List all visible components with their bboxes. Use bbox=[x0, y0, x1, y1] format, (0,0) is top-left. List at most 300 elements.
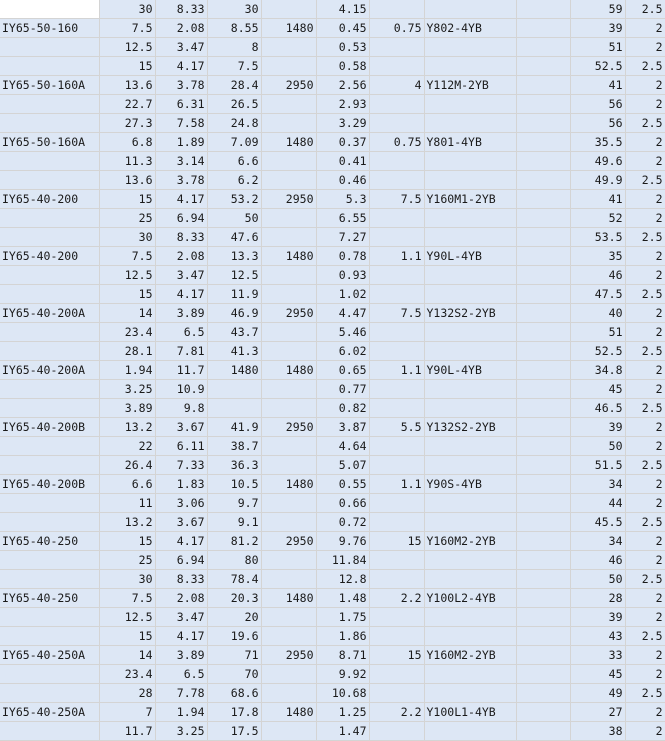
table-cell[interactable]: 41 bbox=[570, 76, 625, 95]
table-cell[interactable]: 25 bbox=[99, 209, 155, 228]
table-cell[interactable] bbox=[261, 551, 316, 570]
table-cell[interactable]: 5.46 bbox=[316, 323, 369, 342]
table-cell[interactable] bbox=[516, 285, 570, 304]
table-cell[interactable]: 5.07 bbox=[316, 456, 369, 475]
table-cell[interactable]: 2.93 bbox=[316, 95, 369, 114]
table-cell[interactable]: 1.1 bbox=[369, 361, 424, 380]
table-cell[interactable] bbox=[516, 627, 570, 646]
table-cell[interactable]: IY65-40-200A bbox=[0, 361, 99, 380]
table-cell[interactable]: 2.5 bbox=[625, 285, 665, 304]
table-cell[interactable]: Y100L1-4YB bbox=[424, 703, 516, 722]
table-cell[interactable]: 2 bbox=[625, 703, 665, 722]
table-cell[interactable] bbox=[424, 380, 516, 399]
table-cell[interactable] bbox=[369, 342, 424, 361]
table-cell[interactable] bbox=[516, 57, 570, 76]
table-cell[interactable]: Y160M2-2YB bbox=[424, 532, 516, 551]
table-cell[interactable] bbox=[516, 532, 570, 551]
table-cell[interactable] bbox=[516, 665, 570, 684]
table-cell[interactable]: 7.09 bbox=[207, 133, 261, 152]
table-cell[interactable] bbox=[369, 494, 424, 513]
table-cell[interactable]: 3.47 bbox=[155, 608, 207, 627]
table-cell[interactable]: 2 bbox=[625, 494, 665, 513]
table-cell[interactable] bbox=[0, 722, 99, 741]
table-cell[interactable]: 15 bbox=[99, 627, 155, 646]
table-cell[interactable]: 45 bbox=[570, 380, 625, 399]
table-cell[interactable]: 53.5 bbox=[570, 228, 625, 247]
table-cell[interactable] bbox=[0, 38, 99, 57]
table-cell[interactable]: 2 bbox=[625, 190, 665, 209]
table-cell[interactable]: 53.2 bbox=[207, 190, 261, 209]
table-cell[interactable]: 34 bbox=[570, 532, 625, 551]
table-cell[interactable]: 1.48 bbox=[316, 589, 369, 608]
table-cell[interactable]: 20.3 bbox=[207, 589, 261, 608]
table-cell[interactable]: 0.65 bbox=[316, 361, 369, 380]
table-cell[interactable]: 35.5 bbox=[570, 133, 625, 152]
table-cell[interactable]: 10.68 bbox=[316, 684, 369, 703]
table-cell[interactable]: 1.86 bbox=[316, 627, 369, 646]
table-cell[interactable] bbox=[369, 152, 424, 171]
table-cell[interactable]: 1480 bbox=[261, 361, 316, 380]
table-cell[interactable]: 0.53 bbox=[316, 38, 369, 57]
table-cell[interactable]: 78.4 bbox=[207, 570, 261, 589]
table-cell[interactable] bbox=[424, 114, 516, 133]
table-cell[interactable]: 1480 bbox=[261, 247, 316, 266]
table-cell[interactable]: 2.5 bbox=[625, 0, 665, 19]
table-cell[interactable]: 46 bbox=[570, 551, 625, 570]
table-cell[interactable]: 5.3 bbox=[316, 190, 369, 209]
table-cell[interactable] bbox=[516, 418, 570, 437]
table-cell[interactable]: 4.17 bbox=[155, 627, 207, 646]
table-cell[interactable]: 11.7 bbox=[99, 722, 155, 741]
table-cell[interactable]: 8.71 bbox=[316, 646, 369, 665]
table-cell[interactable] bbox=[369, 0, 424, 19]
table-cell[interactable]: 2.5 bbox=[625, 57, 665, 76]
table-cell[interactable]: 2950 bbox=[261, 190, 316, 209]
table-cell[interactable] bbox=[424, 551, 516, 570]
table-cell[interactable]: 0.41 bbox=[316, 152, 369, 171]
table-cell[interactable] bbox=[261, 152, 316, 171]
table-cell[interactable] bbox=[0, 114, 99, 133]
table-cell[interactable]: 2 bbox=[625, 437, 665, 456]
table-cell[interactable] bbox=[516, 323, 570, 342]
table-cell[interactable] bbox=[0, 228, 99, 247]
table-cell[interactable]: 1480 bbox=[261, 475, 316, 494]
table-cell[interactable]: 4.15 bbox=[316, 0, 369, 19]
table-cell[interactable] bbox=[516, 342, 570, 361]
table-cell[interactable] bbox=[516, 646, 570, 665]
table-cell[interactable]: 2 bbox=[625, 532, 665, 551]
table-cell[interactable] bbox=[369, 684, 424, 703]
table-cell[interactable]: 40 bbox=[570, 304, 625, 323]
table-cell[interactable]: 7.27 bbox=[316, 228, 369, 247]
table-cell[interactable]: 7.58 bbox=[155, 114, 207, 133]
table-cell[interactable]: 4.64 bbox=[316, 437, 369, 456]
table-cell[interactable]: 3.87 bbox=[316, 418, 369, 437]
table-cell[interactable]: 9.92 bbox=[316, 665, 369, 684]
table-cell[interactable]: 50 bbox=[570, 437, 625, 456]
table-cell[interactable]: 15 bbox=[99, 57, 155, 76]
table-cell[interactable]: 56 bbox=[570, 114, 625, 133]
table-cell[interactable] bbox=[424, 209, 516, 228]
table-cell[interactable] bbox=[261, 209, 316, 228]
table-cell[interactable]: 9.1 bbox=[207, 513, 261, 532]
table-cell[interactable] bbox=[369, 437, 424, 456]
table-cell[interactable]: 25 bbox=[99, 551, 155, 570]
table-cell[interactable]: 2 bbox=[625, 646, 665, 665]
table-cell[interactable]: 0.37 bbox=[316, 133, 369, 152]
table-cell[interactable]: 2 bbox=[625, 323, 665, 342]
table-cell[interactable] bbox=[424, 437, 516, 456]
table-cell[interactable] bbox=[516, 190, 570, 209]
table-cell[interactable] bbox=[369, 608, 424, 627]
table-cell[interactable]: 26.5 bbox=[207, 95, 261, 114]
table-cell[interactable] bbox=[369, 171, 424, 190]
table-cell[interactable]: 0.55 bbox=[316, 475, 369, 494]
table-cell[interactable]: 49.6 bbox=[570, 152, 625, 171]
table-cell[interactable]: 2950 bbox=[261, 76, 316, 95]
table-cell[interactable]: Y132S2-2YB bbox=[424, 418, 516, 437]
table-cell[interactable]: 17.8 bbox=[207, 703, 261, 722]
table-cell[interactable]: 14 bbox=[99, 304, 155, 323]
table-cell[interactable]: Y112M-2YB bbox=[424, 76, 516, 95]
table-cell[interactable]: 6.94 bbox=[155, 551, 207, 570]
table-cell[interactable] bbox=[261, 57, 316, 76]
table-cell[interactable]: 10.5 bbox=[207, 475, 261, 494]
table-cell[interactable]: 2 bbox=[625, 19, 665, 38]
table-cell[interactable]: 6.5 bbox=[155, 665, 207, 684]
table-cell[interactable]: 4.17 bbox=[155, 57, 207, 76]
table-cell[interactable]: 2950 bbox=[261, 304, 316, 323]
table-cell[interactable] bbox=[0, 551, 99, 570]
table-cell[interactable]: 4.17 bbox=[155, 532, 207, 551]
table-cell[interactable] bbox=[0, 684, 99, 703]
table-cell[interactable]: IY65-50-160 bbox=[0, 19, 99, 38]
table-cell[interactable]: 6.55 bbox=[316, 209, 369, 228]
table-cell[interactable] bbox=[369, 665, 424, 684]
table-cell[interactable]: 51 bbox=[570, 38, 625, 57]
table-cell[interactable]: 2950 bbox=[261, 532, 316, 551]
table-cell[interactable]: 2.5 bbox=[625, 456, 665, 475]
table-cell[interactable]: IY65-50-160A bbox=[0, 76, 99, 95]
table-cell[interactable] bbox=[0, 57, 99, 76]
table-cell[interactable]: 1.1 bbox=[369, 247, 424, 266]
table-cell[interactable]: 50 bbox=[207, 209, 261, 228]
table-cell[interactable]: 1.94 bbox=[155, 703, 207, 722]
table-cell[interactable]: 13.2 bbox=[99, 418, 155, 437]
table-cell[interactable]: 0.58 bbox=[316, 57, 369, 76]
table-cell[interactable]: Y90L-4YB bbox=[424, 361, 516, 380]
table-cell[interactable] bbox=[369, 114, 424, 133]
table-cell[interactable]: 43.7 bbox=[207, 323, 261, 342]
table-cell[interactable] bbox=[0, 380, 99, 399]
table-cell[interactable] bbox=[424, 513, 516, 532]
table-cell[interactable]: 2950 bbox=[261, 646, 316, 665]
table-cell[interactable]: 3.29 bbox=[316, 114, 369, 133]
table-cell[interactable]: Y90L-4YB bbox=[424, 247, 516, 266]
table-cell[interactable]: 2.5 bbox=[625, 342, 665, 361]
table-cell[interactable]: Y802-4YB bbox=[424, 19, 516, 38]
table-cell[interactable] bbox=[516, 703, 570, 722]
table-cell[interactable]: IY65-40-250A bbox=[0, 703, 99, 722]
table-cell[interactable] bbox=[0, 0, 99, 19]
table-cell[interactable] bbox=[0, 323, 99, 342]
table-cell[interactable]: 59 bbox=[570, 0, 625, 19]
table-cell[interactable]: IY65-40-200A bbox=[0, 304, 99, 323]
table-cell[interactable] bbox=[424, 494, 516, 513]
table-cell[interactable]: 51 bbox=[570, 323, 625, 342]
table-cell[interactable] bbox=[369, 323, 424, 342]
table-cell[interactable]: 13.3 bbox=[207, 247, 261, 266]
table-cell[interactable]: 1.25 bbox=[316, 703, 369, 722]
table-cell[interactable]: 3.78 bbox=[155, 76, 207, 95]
table-cell[interactable]: 6.02 bbox=[316, 342, 369, 361]
table-cell[interactable]: 30 bbox=[207, 0, 261, 19]
table-cell[interactable] bbox=[0, 456, 99, 475]
table-cell[interactable] bbox=[424, 627, 516, 646]
table-cell[interactable]: 6.94 bbox=[155, 209, 207, 228]
table-cell[interactable] bbox=[516, 399, 570, 418]
table-cell[interactable]: 3.47 bbox=[155, 266, 207, 285]
table-cell[interactable]: 47.5 bbox=[570, 285, 625, 304]
table-cell[interactable]: 43 bbox=[570, 627, 625, 646]
table-cell[interactable]: 0.78 bbox=[316, 247, 369, 266]
table-cell[interactable]: 30 bbox=[99, 228, 155, 247]
table-cell[interactable]: IY65-40-250A bbox=[0, 646, 99, 665]
table-cell[interactable] bbox=[516, 437, 570, 456]
table-cell[interactable]: IY65-40-200 bbox=[0, 247, 99, 266]
table-cell[interactable] bbox=[0, 437, 99, 456]
table-cell[interactable]: 36.3 bbox=[207, 456, 261, 475]
table-cell[interactable]: 1480 bbox=[261, 133, 316, 152]
table-cell[interactable] bbox=[0, 627, 99, 646]
table-cell[interactable] bbox=[261, 399, 316, 418]
table-cell[interactable] bbox=[261, 0, 316, 19]
table-cell[interactable] bbox=[424, 152, 516, 171]
table-cell[interactable] bbox=[516, 19, 570, 38]
table-cell[interactable]: 81.2 bbox=[207, 532, 261, 551]
table-cell[interactable] bbox=[516, 209, 570, 228]
table-cell[interactable]: 17.5 bbox=[207, 722, 261, 741]
table-cell[interactable] bbox=[261, 627, 316, 646]
table-cell[interactable] bbox=[369, 57, 424, 76]
table-cell[interactable]: 2.2 bbox=[369, 589, 424, 608]
table-cell[interactable]: 12.8 bbox=[316, 570, 369, 589]
table-cell[interactable]: 34.8 bbox=[570, 361, 625, 380]
table-cell[interactable]: 2 bbox=[625, 361, 665, 380]
table-cell[interactable] bbox=[516, 247, 570, 266]
table-cell[interactable] bbox=[516, 551, 570, 570]
table-cell[interactable]: 3.67 bbox=[155, 513, 207, 532]
table-cell[interactable]: 28.4 bbox=[207, 76, 261, 95]
table-cell[interactable]: 30 bbox=[99, 0, 155, 19]
table-cell[interactable]: 2 bbox=[625, 95, 665, 114]
table-cell[interactable] bbox=[369, 95, 424, 114]
table-cell[interactable] bbox=[0, 494, 99, 513]
table-cell[interactable]: 23.4 bbox=[99, 665, 155, 684]
table-cell[interactable] bbox=[516, 361, 570, 380]
table-cell[interactable]: 7.5 bbox=[99, 247, 155, 266]
table-cell[interactable] bbox=[369, 380, 424, 399]
table-cell[interactable]: 34 bbox=[570, 475, 625, 494]
table-cell[interactable]: 4.47 bbox=[316, 304, 369, 323]
table-cell[interactable]: 0.72 bbox=[316, 513, 369, 532]
table-cell[interactable]: 6.5 bbox=[155, 323, 207, 342]
table-cell[interactable]: 9.7 bbox=[207, 494, 261, 513]
table-cell[interactable] bbox=[369, 513, 424, 532]
table-cell[interactable] bbox=[207, 380, 261, 399]
table-cell[interactable]: 1.89 bbox=[155, 133, 207, 152]
table-cell[interactable]: 3.14 bbox=[155, 152, 207, 171]
table-cell[interactable] bbox=[516, 570, 570, 589]
table-cell[interactable] bbox=[369, 399, 424, 418]
table-cell[interactable]: 2 bbox=[625, 589, 665, 608]
table-cell[interactable] bbox=[261, 665, 316, 684]
table-cell[interactable]: 2.5 bbox=[625, 513, 665, 532]
table-cell[interactable]: 3.47 bbox=[155, 38, 207, 57]
table-cell[interactable] bbox=[369, 570, 424, 589]
table-cell[interactable]: 6.8 bbox=[99, 133, 155, 152]
table-cell[interactable]: 0.45 bbox=[316, 19, 369, 38]
table-cell[interactable] bbox=[261, 228, 316, 247]
table-cell[interactable] bbox=[0, 608, 99, 627]
table-cell[interactable] bbox=[0, 342, 99, 361]
table-cell[interactable] bbox=[261, 342, 316, 361]
table-cell[interactable] bbox=[424, 722, 516, 741]
table-cell[interactable]: 1.83 bbox=[155, 475, 207, 494]
table-cell[interactable]: 39 bbox=[570, 19, 625, 38]
table-cell[interactable]: 11.3 bbox=[99, 152, 155, 171]
table-cell[interactable] bbox=[0, 209, 99, 228]
table-cell[interactable] bbox=[261, 114, 316, 133]
table-cell[interactable]: 9.8 bbox=[155, 399, 207, 418]
table-cell[interactable]: 35 bbox=[570, 247, 625, 266]
table-cell[interactable] bbox=[261, 437, 316, 456]
table-cell[interactable]: 47.6 bbox=[207, 228, 261, 247]
table-cell[interactable] bbox=[369, 209, 424, 228]
table-cell[interactable] bbox=[261, 323, 316, 342]
table-cell[interactable] bbox=[424, 0, 516, 19]
table-cell[interactable]: 11.84 bbox=[316, 551, 369, 570]
table-cell[interactable]: 38.7 bbox=[207, 437, 261, 456]
table-cell[interactable] bbox=[516, 76, 570, 95]
table-cell[interactable]: 2.5 bbox=[625, 399, 665, 418]
table-cell[interactable] bbox=[261, 570, 316, 589]
table-cell[interactable]: 7.5 bbox=[99, 19, 155, 38]
table-cell[interactable]: 3.78 bbox=[155, 171, 207, 190]
table-cell[interactable]: 22 bbox=[99, 437, 155, 456]
table-cell[interactable]: 1.1 bbox=[369, 475, 424, 494]
table-cell[interactable]: 2950 bbox=[261, 418, 316, 437]
table-cell[interactable] bbox=[369, 266, 424, 285]
table-cell[interactable] bbox=[0, 285, 99, 304]
table-cell[interactable]: 2.5 bbox=[625, 228, 665, 247]
table-cell[interactable]: 3.89 bbox=[99, 399, 155, 418]
table-cell[interactable]: 3.06 bbox=[155, 494, 207, 513]
table-cell[interactable] bbox=[0, 95, 99, 114]
table-cell[interactable] bbox=[516, 456, 570, 475]
table-cell[interactable] bbox=[369, 722, 424, 741]
table-cell[interactable]: Y132S2-2YB bbox=[424, 304, 516, 323]
table-cell[interactable]: 20 bbox=[207, 608, 261, 627]
table-cell[interactable]: 6.31 bbox=[155, 95, 207, 114]
table-cell[interactable]: 51.5 bbox=[570, 456, 625, 475]
table-cell[interactable]: 0.66 bbox=[316, 494, 369, 513]
table-cell[interactable]: 14 bbox=[99, 646, 155, 665]
table-cell[interactable]: Y90S-4YB bbox=[424, 475, 516, 494]
table-cell[interactable]: 68.6 bbox=[207, 684, 261, 703]
table-cell[interactable]: Y100L2-4YB bbox=[424, 589, 516, 608]
table-cell[interactable] bbox=[516, 152, 570, 171]
table-cell[interactable]: 2 bbox=[625, 722, 665, 741]
table-cell[interactable] bbox=[516, 684, 570, 703]
table-cell[interactable] bbox=[261, 171, 316, 190]
table-cell[interactable]: 0.75 bbox=[369, 133, 424, 152]
table-cell[interactable]: 1.47 bbox=[316, 722, 369, 741]
table-cell[interactable]: 80 bbox=[207, 551, 261, 570]
table-cell[interactable]: 2 bbox=[625, 475, 665, 494]
table-cell[interactable]: 2.5 bbox=[625, 684, 665, 703]
table-cell[interactable]: 41.3 bbox=[207, 342, 261, 361]
table-cell[interactable]: 1480 bbox=[261, 589, 316, 608]
table-cell[interactable] bbox=[516, 114, 570, 133]
table-cell[interactable] bbox=[261, 95, 316, 114]
table-cell[interactable] bbox=[516, 0, 570, 19]
table-cell[interactable]: 39 bbox=[570, 608, 625, 627]
table-cell[interactable]: 1480 bbox=[261, 703, 316, 722]
table-cell[interactable]: IY65-40-200 bbox=[0, 190, 99, 209]
table-cell[interactable] bbox=[261, 285, 316, 304]
table-cell[interactable]: 2.08 bbox=[155, 19, 207, 38]
table-cell[interactable]: 0.93 bbox=[316, 266, 369, 285]
table-cell[interactable]: 24.8 bbox=[207, 114, 261, 133]
table-cell[interactable]: 8 bbox=[207, 38, 261, 57]
table-cell[interactable] bbox=[516, 722, 570, 741]
table-cell[interactable] bbox=[516, 608, 570, 627]
table-cell[interactable]: 3.25 bbox=[99, 380, 155, 399]
table-cell[interactable]: 26.4 bbox=[99, 456, 155, 475]
table-cell[interactable]: 4 bbox=[369, 76, 424, 95]
table-cell[interactable]: 46 bbox=[570, 266, 625, 285]
table-cell[interactable]: 2.56 bbox=[316, 76, 369, 95]
table-cell[interactable]: 1.75 bbox=[316, 608, 369, 627]
table-cell[interactable] bbox=[516, 304, 570, 323]
table-cell[interactable]: 0.75 bbox=[369, 19, 424, 38]
table-cell[interactable]: 28 bbox=[570, 589, 625, 608]
table-cell[interactable]: 10.9 bbox=[155, 380, 207, 399]
table-cell[interactable]: IY65-40-200B bbox=[0, 418, 99, 437]
table-cell[interactable]: 19.6 bbox=[207, 627, 261, 646]
table-cell[interactable]: 3.67 bbox=[155, 418, 207, 437]
table-cell[interactable]: 13.6 bbox=[99, 76, 155, 95]
table-cell[interactable] bbox=[424, 171, 516, 190]
table-cell[interactable]: 3.89 bbox=[155, 304, 207, 323]
table-cell[interactable]: 52.5 bbox=[570, 342, 625, 361]
table-cell[interactable]: 27.3 bbox=[99, 114, 155, 133]
table-cell[interactable] bbox=[424, 228, 516, 247]
table-cell[interactable]: 15 bbox=[99, 532, 155, 551]
table-cell[interactable]: 3.89 bbox=[155, 646, 207, 665]
table-cell[interactable]: 49.9 bbox=[570, 171, 625, 190]
table-cell[interactable]: 30 bbox=[99, 570, 155, 589]
table-cell[interactable]: 52 bbox=[570, 209, 625, 228]
table-cell[interactable] bbox=[369, 551, 424, 570]
table-cell[interactable]: 15 bbox=[99, 190, 155, 209]
table-cell[interactable]: 12.5 bbox=[99, 38, 155, 57]
table-cell[interactable] bbox=[0, 399, 99, 418]
table-cell[interactable]: 7.5 bbox=[99, 589, 155, 608]
table-cell[interactable]: 2 bbox=[625, 304, 665, 323]
table-cell[interactable] bbox=[207, 399, 261, 418]
